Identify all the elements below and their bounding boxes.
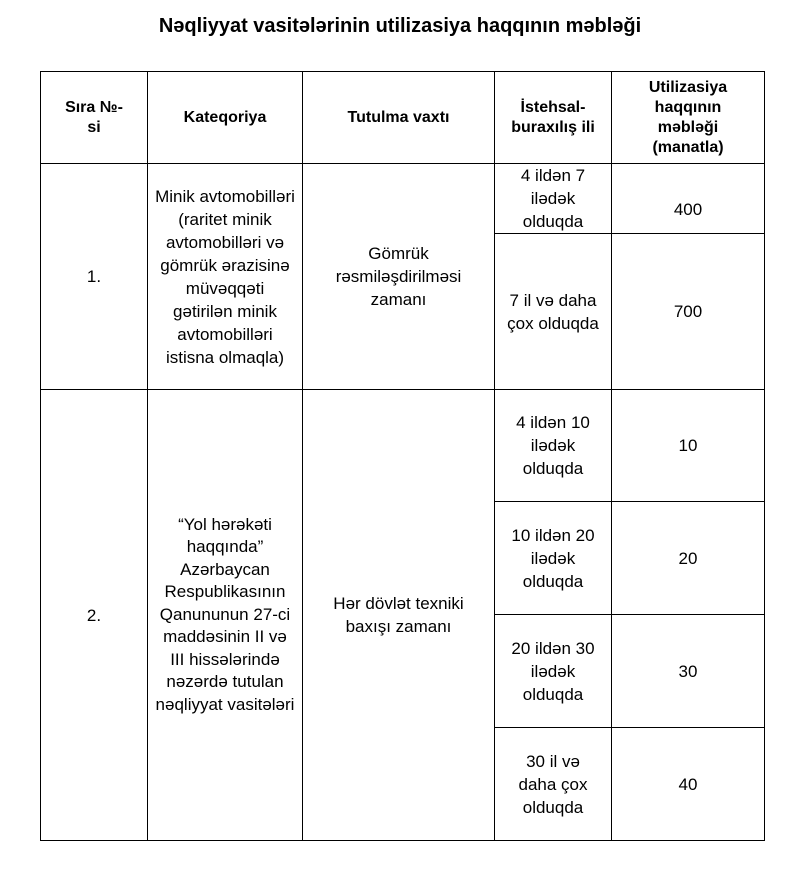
row-2-year-1-text: 4 ildən 10 ilədək olduqda — [516, 413, 590, 478]
header-no-label: Sıra №-si — [65, 98, 123, 136]
row-2-fee-4: 40 — [612, 728, 765, 841]
header-year — [495, 72, 612, 164]
row-1-year-2 — [495, 234, 612, 390]
row-1-year-2-text: 7 il və daha çox olduqda — [507, 290, 599, 333]
header-fee-label: Utilizasiya haqqının məbləği (manatla) — [648, 78, 728, 156]
row-2-year-1 — [495, 390, 612, 502]
row-2-year-4 — [495, 728, 612, 841]
row-2-fee-2: 20 — [612, 502, 765, 615]
row-2-category — [148, 390, 303, 841]
table-row — [41, 390, 765, 502]
row-2-year-3 — [495, 615, 612, 728]
header-year-label: İstehsal-buraxılış ili — [511, 98, 595, 136]
row-1-year-1-text: 4 ildən 7 ilədək olduqda — [520, 166, 586, 231]
row-1-time — [303, 164, 495, 390]
row-1-no: 1. — [41, 164, 148, 390]
row-1-category-text: Minik avtomobilləri (raritet minik avtomobilləri və gömrük ərazisinə müvəqqəti gətirilən minik avtomobilləri istisna olmaqla) — [155, 186, 295, 367]
row-2-time — [303, 390, 495, 841]
row-1-time-text: Gömrük rəsmiləşdirilməsi zamanı — [335, 244, 462, 309]
row-2-fee-3: 30 — [612, 615, 765, 728]
header-category — [148, 72, 303, 164]
row-2-time-text: Hər dövlət texniki baxışı zamanı — [333, 594, 464, 636]
page-title: Nəqliyyat vasitələrinin utilizasiya haqqının məbləği — [158, 15, 642, 37]
row-2-fee-1: 10 — [612, 390, 765, 502]
header-fee — [612, 72, 765, 164]
row-2-year-4-text: 30 il və daha çox olduqda — [518, 751, 588, 817]
header-time — [303, 72, 495, 164]
header-time-label: Tutulma vaxtı — [347, 108, 450, 126]
row-1-year-1 — [495, 164, 612, 234]
header-no — [41, 72, 148, 164]
row-2-year-2-text: 10 ildən 20 ilədək olduqda — [511, 525, 595, 591]
row-2-no: 2. — [41, 390, 148, 841]
row-2-year-2 — [495, 502, 612, 615]
header-category-label: Kateqoriya — [183, 108, 267, 126]
row-1-category — [148, 164, 303, 390]
table-row — [41, 164, 765, 234]
row-2-category-text: “Yol hərəkəti haqqında” Azərbaycan Respublikasının Qanununun 27-ci maddəsinin II və III hissələrində nəzərdə tutulan nəqliyyat vasitələri — [155, 514, 295, 714]
fee-table — [40, 71, 765, 841]
row-1-fee-2: 700 — [612, 234, 765, 390]
row-1-fee-1: 400 — [612, 164, 765, 234]
row-2-year-3-text: 20 ildən 30 ilədək olduqda — [511, 638, 595, 704]
header-row — [41, 72, 765, 164]
